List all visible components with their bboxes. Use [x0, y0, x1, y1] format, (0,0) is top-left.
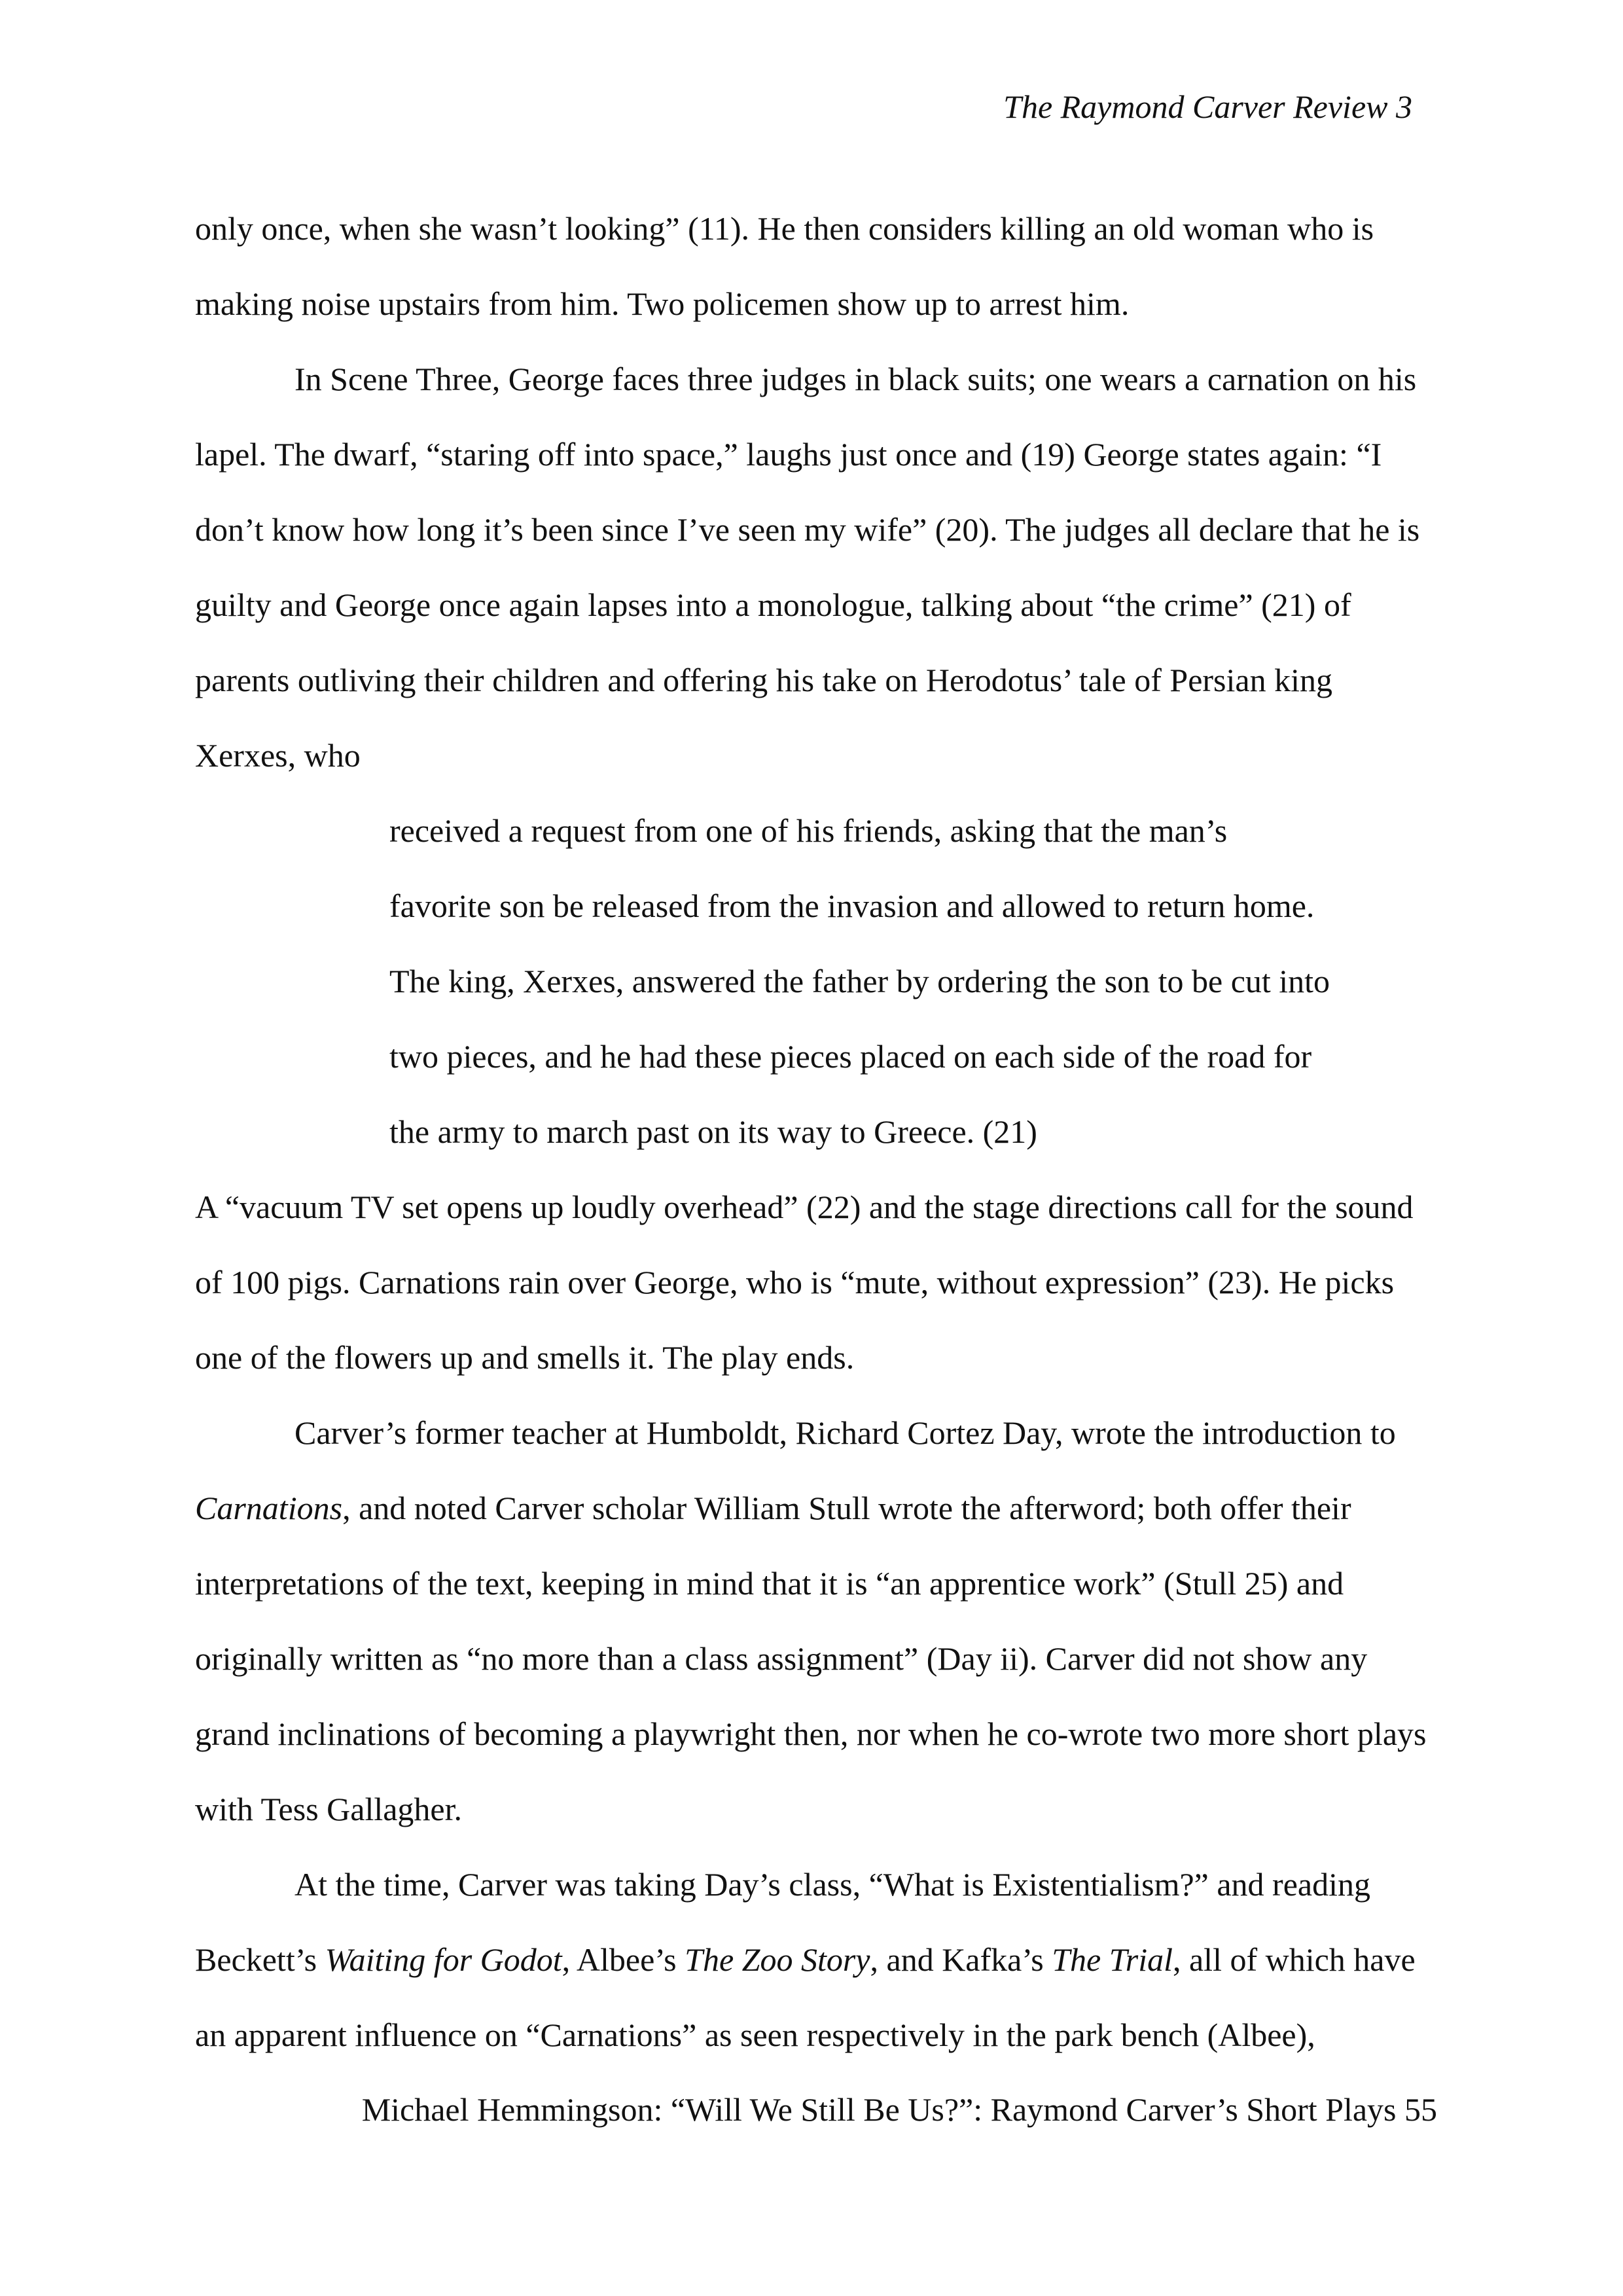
paragraph-start-line: Carver’s former teacher at Humboldt, Richard Cortez Day, wrote the introduction to	[294, 1414, 1396, 1451]
text-line: originally written as “no more than a class assignment” (Day ii). Carver did not show any	[195, 1640, 1368, 1677]
text-fragment: , and Kafka’s	[870, 1941, 1052, 1978]
quote-line: the army to march past on its way to Greece. (21)	[389, 1113, 1037, 1150]
paragraph-start-line: At the time, Carver was taking Day’s class, “What is Existentialism?” and reading	[294, 1866, 1370, 1903]
text-line: don’t know how long it’s been since I’ve seen my wife” (20). The judges all declare that he is	[195, 511, 1420, 548]
text-fragment: , all of which have	[1172, 1941, 1416, 1978]
text-line: parents outliving their children and offering his take on Herodotus’ tale of Persian king	[195, 662, 1332, 698]
text-line: only once, when she wasn’t looking” (11). He then considers killing an old woman who is	[195, 210, 1374, 247]
book-title: The Trial	[1052, 1941, 1173, 1978]
text-line: lapel. The dwarf, “staring off into space,” laughs just once and (19) George states again: “I	[195, 436, 1382, 473]
text-fragment: , and noted Carver scholar William Stull wrote the afterword; both offer their	[342, 1490, 1351, 1526]
text-line	[195, 1471, 1438, 1546]
running-title: The Raymond Carver Review 3	[1003, 88, 1412, 125]
play-title: Waiting for Godot	[325, 1941, 562, 1978]
quote-line: favorite son be released from the invasion and allowed to return home.	[389, 888, 1315, 924]
paragraph-start-line: In Scene Three, George faces three judges in black suits; one wears a carnation on his	[294, 361, 1417, 397]
text-line: Xerxes, who	[195, 737, 361, 774]
article-body	[195, 191, 1438, 2073]
play-title: Carnations	[195, 1490, 343, 1526]
text-line: of 100 pigs. Carnations rain over George, who is “mute, without expression” (23). He picks	[195, 1264, 1395, 1300]
text-line	[195, 1922, 1438, 1998]
text-line: one of the flowers up and smells it. The play ends.	[195, 1339, 855, 1376]
quote-line: two pieces, and he had these pieces placed on each side of the road for	[389, 1038, 1312, 1075]
text-line: A “vacuum TV set opens up loudly overhead” (22) and the stage directions call for the sound	[195, 1189, 1414, 1225]
text-line: with Tess Gallagher.	[195, 1791, 463, 1827]
text-fragment: Beckett’s	[195, 1941, 325, 1978]
quote-line: received a request from one of his friends, asking that the man’s	[389, 812, 1228, 849]
text-line: guilty and George once again lapses into a monologue, talking about “the crime” (21) of	[195, 586, 1351, 623]
block-quote	[195, 793, 1438, 1170]
play-title: The Zoo Story	[685, 1941, 870, 1978]
text-line: grand inclinations of becoming a playwright then, nor when he co-wrote two more short plays	[195, 1715, 1427, 1752]
text-line: making noise upstairs from him. Two policemen show up to arrest him.	[195, 285, 1130, 322]
text-fragment: , Albee’s	[562, 1941, 685, 1978]
footer-citation: Michael Hemmingson: “Will We Still Be Us?”: Raymond Carver’s Short Plays 55	[361, 2091, 1437, 2128]
text-line: interpretations of the text, keeping in mind that it is “an apprentice work” (Stull 25) and	[195, 1565, 1344, 1602]
quote-line: The king, Xerxes, answered the father by ordering the son to be cut into	[389, 963, 1330, 999]
text-line: an apparent influence on “Carnations” as seen respectively in the park bench (Albee),	[195, 2017, 1315, 2053]
